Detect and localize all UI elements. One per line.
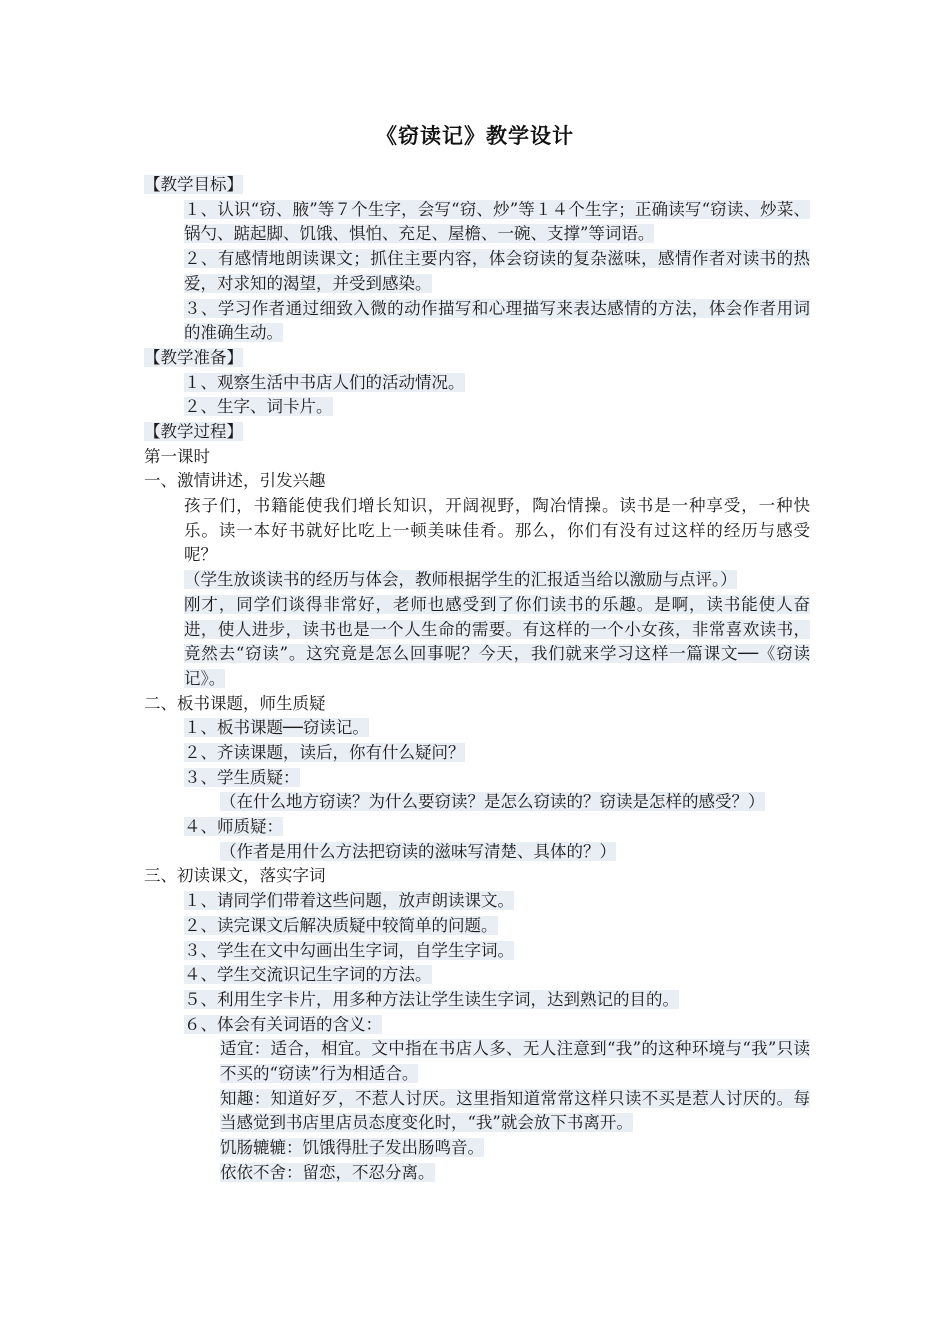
paragraph-text: （作者是用什么方法把窃读的滋味写清楚、具体的？） — [220, 841, 616, 861]
document-paragraph — [144, 963, 810, 988]
document-paragraph — [144, 790, 810, 815]
document-paragraph — [144, 692, 810, 717]
paragraph-text: １、板书课题──窃读记。 — [184, 718, 369, 738]
paragraph-text: ２、齐读课题，读后，你有什么疑问？ — [184, 743, 465, 763]
paragraph-text: 适宜：适合，相宜。文中指在书店人多、无人注意到“我”的这种环境与“我”只读不买的“窃读”行为相适合。 — [220, 1039, 810, 1083]
document-paragraph — [144, 297, 810, 346]
paragraph-text: １、认识“窃、腋”等７个生字，会写“窃、炒”等１４个生字；正确读写“窃读、炒菜、锅勺、踮起脚、饥饿、惧怕、充足、屋檐、一碗、支撑”等词语。 — [184, 199, 810, 244]
document-paragraph — [144, 840, 810, 865]
document-paragraph — [144, 939, 810, 964]
document-paragraph — [144, 1037, 810, 1086]
paragraph-text: ４、师质疑： — [184, 817, 283, 837]
document-paragraph — [144, 469, 810, 494]
document-title: 《窃读记》教学设计 — [376, 124, 574, 148]
paragraph-text: ６、体会有关词语的含义： — [184, 1014, 382, 1034]
document-paragraph — [144, 1161, 810, 1186]
paragraph-text: ３、学生在文中勾画出生字词，自学生字词。 — [184, 940, 514, 960]
paragraph-text: 第一课时 — [144, 446, 210, 466]
document-paragraph — [144, 1013, 810, 1038]
document-paragraph — [144, 395, 810, 420]
paragraph-text: １、请同学们带着这些问题，放声朗读课文。 — [184, 891, 514, 911]
paragraph-text: 孩子们，书籍能使我们增长知识，开阔视野，陶冶情操。读书是一种享受，一种快乐。读一本好书就好比吃上一顿美味佳肴。那么，你们有没有过这样的经历与感受呢？ — [184, 496, 810, 565]
document-paragraph — [144, 889, 810, 914]
document-paragraph — [144, 741, 810, 766]
paragraph-text: 依依不舍：留恋，不忍分离。 — [220, 1162, 435, 1182]
document-paragraph — [144, 494, 810, 568]
document-paragraph — [144, 593, 810, 692]
paragraph-text: （学生放谈读书的经历与体会，教师根据学生的汇报适当给以激励与点评。） — [184, 570, 737, 590]
document-paragraph — [144, 198, 810, 247]
paragraph-text: １、观察生活中书店人们的活动情况。 — [184, 372, 465, 392]
document-paragraph — [144, 420, 810, 445]
document-paragraph — [144, 568, 810, 593]
paragraph-text: 二、板书课题，师生质疑 — [144, 693, 326, 713]
document-paragraph — [144, 815, 810, 840]
document-paragraph — [144, 766, 810, 791]
paragraph-text: （在什么地方窃读？为什么要窃读？是怎么窃读的？窃读是怎样的感受？） — [220, 792, 765, 812]
paragraph-text: ２、有感情地朗读课文；抓住主要内容，体会窃读的复杂滋味，感情作者对读书的热爱，对求知的渴望，并受到感染。 — [184, 249, 810, 293]
paragraph-text: 【教学准备】 — [144, 347, 243, 367]
paragraph-text: 【教学过程】 — [144, 421, 243, 441]
document-paragraph — [144, 864, 810, 889]
paragraph-text: ２、生字、词卡片。 — [184, 397, 333, 417]
document-body — [144, 173, 810, 1185]
document-paragraph — [144, 445, 810, 470]
paragraph-text: 三、初读课文，落实字词 — [144, 866, 326, 886]
document-paragraph — [144, 1136, 810, 1161]
document-paragraph — [144, 371, 810, 396]
document-paragraph — [144, 914, 810, 939]
document-paragraph — [144, 346, 810, 371]
paragraph-text: 知趣：知道好歹，不惹人讨厌。这里指知道常常这样只读不买是惹人讨厌的。每当感觉到书店里店员态度变化时，“我”就会放下书离开。 — [220, 1088, 810, 1133]
paragraph-text: ３、学习作者通过细致入微的动作描写和心理描写来表达感情的方法，体会作者用词的准确生动。 — [184, 298, 810, 343]
paragraph-text: 刚才，同学们谈得非常好，老师也感受到了你们读书的乐趣。是啊，读书能使人奋进，使人进步，读书也是一个人生命的需要。有这样的一个小女孩，非常喜欢读书，竟然去“窃读”。这究竟是怎么回事呢？今天，我们就来学习这样一篇课文──《窃读记》。 — [184, 594, 810, 688]
paragraph-text: 饥肠辘辘：饥饿得肚子发出肠鸣音。 — [220, 1138, 484, 1158]
paragraph-text: ２、读完课文后解决质疑中较简单的问题。 — [184, 915, 498, 935]
paragraph-text: 一、激情讲述，引发兴趣 — [144, 471, 326, 491]
paragraph-text: ３、学生质疑： — [184, 767, 300, 787]
document-paragraph — [144, 716, 810, 741]
paragraph-text: 【教学目标】 — [144, 175, 243, 194]
document-paragraph — [144, 247, 810, 296]
document-paragraph — [144, 173, 810, 198]
paragraph-text: ５、利用生字卡片，用多种方法让学生读生字词，达到熟记的目的。 — [184, 989, 679, 1009]
document-paragraph — [144, 1087, 810, 1136]
document-paragraph — [144, 988, 810, 1013]
paragraph-text: ４、学生交流识记生字词的方法。 — [184, 965, 432, 985]
